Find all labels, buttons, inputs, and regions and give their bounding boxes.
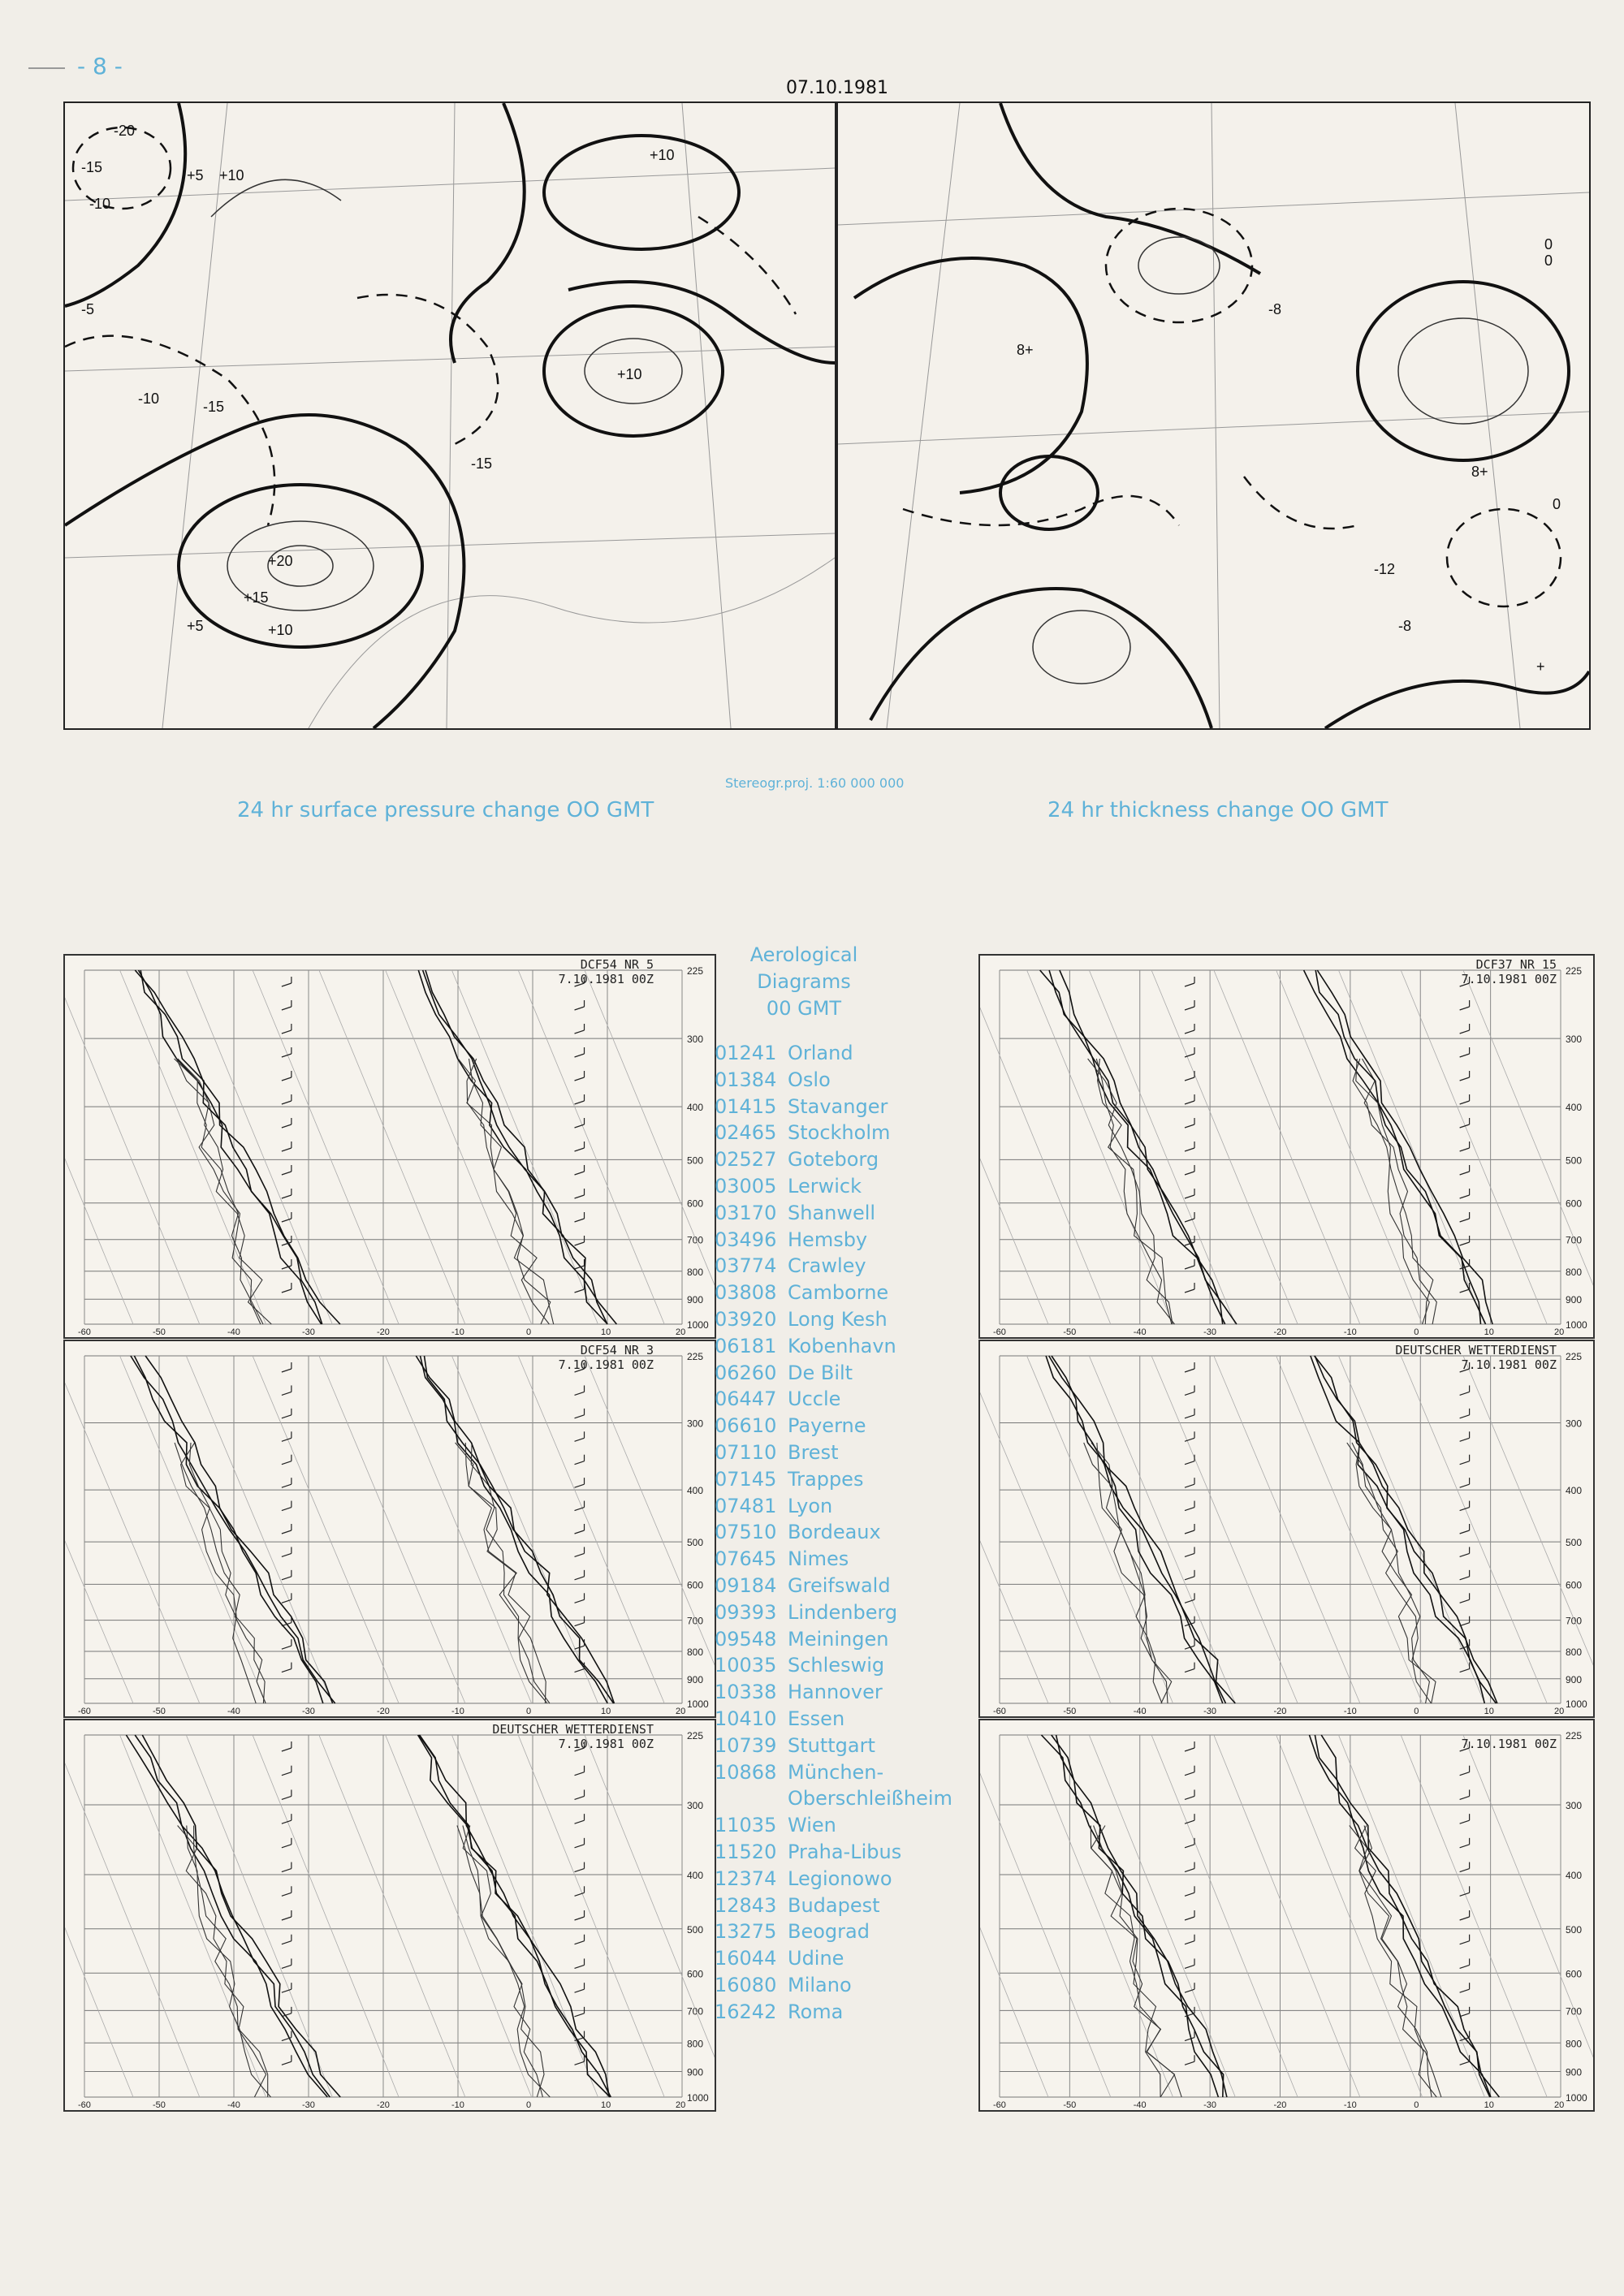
station-row — [715, 1839, 958, 1866]
pressure-label: 300 — [687, 1034, 704, 1046]
pressure-label: 500 — [687, 1923, 704, 1936]
station-code: 07110 — [715, 1440, 777, 1464]
station-name: Goteborg — [788, 1148, 879, 1172]
diagram-6-date: 7.10.1981 00Z — [1461, 1737, 1557, 1751]
station-name: Lindenberg — [788, 1600, 898, 1624]
station-name: Schleswig — [788, 1654, 885, 1677]
pressure-label: 300 — [1566, 1418, 1583, 1430]
station-name: Essen — [788, 1707, 845, 1730]
station-row — [715, 1892, 958, 1919]
station-code: 11520 — [715, 1840, 777, 1863]
station-name: Udine — [788, 1947, 844, 1970]
temp-label: -60 — [993, 2100, 1006, 2110]
station-name: Camborne — [788, 1281, 889, 1305]
pressure-label: 500 — [1566, 1537, 1583, 1549]
station-row — [715, 1493, 958, 1520]
pressure-label: 300 — [687, 1418, 704, 1430]
station-row — [715, 1333, 958, 1360]
station-row — [715, 1599, 958, 1626]
svg-text:-8: -8 — [1268, 301, 1282, 317]
station-row — [715, 1040, 958, 1067]
temp-label: 0 — [1414, 1327, 1419, 1337]
station-name: Greifswald — [788, 1573, 891, 1597]
temp-label: 20 — [676, 2100, 686, 2110]
aerological-diagram-3 — [63, 1340, 716, 1718]
pressure-label: 1000 — [1566, 2092, 1587, 2104]
station-name: Legionowo — [788, 1867, 892, 1890]
station-code: 11035 — [715, 1814, 777, 1837]
temp-label: -30 — [1203, 1707, 1217, 1716]
pressure-label: 900 — [687, 1673, 704, 1685]
station-code: 16242 — [715, 2000, 777, 2023]
pressure-label: 225 — [687, 965, 704, 977]
station-code: 10739 — [715, 1733, 777, 1757]
pressure-label: 600 — [687, 1968, 704, 1980]
svg-text:-10: -10 — [89, 196, 111, 212]
pressure-label: 400 — [687, 1870, 704, 1882]
diagram-5-header: DEUTSCHER WETTERDIENST — [492, 1722, 654, 1737]
station-row — [715, 1173, 958, 1200]
legend-title-3: 00 GMT — [766, 997, 842, 1020]
station-row — [715, 1573, 958, 1599]
station-name: Stockholm — [788, 1121, 891, 1145]
temp-label: 10 — [601, 2100, 611, 2110]
station-code: 07145 — [715, 1467, 777, 1491]
station-row — [715, 1812, 958, 1839]
station-name: Crawley — [788, 1254, 866, 1278]
station-name: Budapest — [788, 1893, 880, 1917]
aerological-diagram-2 — [978, 954, 1595, 1339]
station-name: Roma — [788, 2000, 844, 2023]
svg-text:-15: -15 — [203, 399, 225, 415]
svg-text:8+: 8+ — [1471, 464, 1488, 480]
station-code: 03170 — [715, 1201, 777, 1224]
station-name: Shanwell — [788, 1201, 876, 1224]
station-name: De Bilt — [788, 1361, 853, 1384]
temp-label: -20 — [1273, 2100, 1287, 2110]
temp-label: -30 — [302, 1707, 315, 1716]
temp-label: -40 — [1133, 2100, 1147, 2110]
pressure-label: 1000 — [687, 1698, 709, 1710]
station-name: Orland — [788, 1042, 853, 1064]
temp-label: -60 — [993, 1707, 1006, 1716]
pressure-label: 800 — [687, 1266, 704, 1278]
station-name: Meiningen — [788, 1627, 889, 1651]
station-row — [715, 1439, 958, 1466]
station-code: 10868 — [715, 1760, 777, 1784]
temp-label: 0 — [526, 1707, 532, 1716]
pressure-label: 400 — [687, 1485, 704, 1497]
pressure-label: 600 — [687, 1198, 704, 1210]
temp-label: -20 — [1273, 1327, 1287, 1337]
pressure-label: 300 — [687, 1800, 704, 1812]
station-name: Kobenhavn — [788, 1334, 896, 1357]
station-code: 01415 — [715, 1094, 777, 1118]
temp-label: -40 — [227, 1707, 240, 1716]
thickness-change-map — [836, 101, 1591, 730]
temp-label: -10 — [451, 1707, 464, 1716]
temp-label: -10 — [1343, 1327, 1357, 1337]
station-row — [715, 1866, 958, 1892]
station-code: 09184 — [715, 1573, 777, 1597]
temp-label: 0 — [526, 2100, 532, 2110]
station-row — [715, 1360, 958, 1387]
svg-text:+5: +5 — [187, 618, 204, 634]
temp-label: -10 — [1343, 1707, 1357, 1716]
temp-label: 20 — [1554, 1327, 1565, 1337]
station-row — [715, 1280, 958, 1306]
pressure-label: 700 — [1566, 2005, 1583, 2018]
station-code: 06447 — [715, 1388, 777, 1411]
pressure-label: 700 — [1566, 1234, 1583, 1246]
aerological-diagram-4 — [978, 1340, 1595, 1718]
diagram-4-header: DEUTSCHER WETTERDIENST — [1395, 1343, 1557, 1357]
pressure-change-chart — [65, 103, 835, 728]
pressure-label: 700 — [687, 1234, 704, 1246]
svg-text:+20: +20 — [268, 553, 293, 569]
station-row — [715, 1652, 958, 1679]
temp-label: 20 — [1554, 2100, 1565, 2110]
station-code: 09548 — [715, 1627, 777, 1651]
station-row — [715, 1253, 958, 1280]
station-name: Oslo — [788, 1068, 831, 1091]
pressure-label: 900 — [687, 2066, 704, 2078]
station-row — [715, 1706, 958, 1733]
pressure-label: 300 — [1566, 1034, 1583, 1046]
temp-label: -10 — [1343, 2100, 1357, 2110]
station-name: Praha-Libus — [788, 1840, 902, 1863]
station-row — [715, 1759, 958, 1813]
station-row — [715, 1679, 958, 1706]
station-row — [715, 1466, 958, 1493]
page-number: - 8 - — [77, 53, 123, 80]
aerological-diagram-1 — [63, 954, 716, 1339]
station-row — [715, 1918, 958, 1945]
svg-text:-15: -15 — [81, 159, 103, 175]
temp-label: -20 — [1273, 1707, 1287, 1716]
station-name: Lerwick — [788, 1174, 862, 1198]
diagram-6-plot — [980, 1720, 1593, 2110]
station-code: 03920 — [715, 1307, 777, 1331]
station-code: 10410 — [715, 1707, 777, 1730]
temp-label: -50 — [1063, 1327, 1077, 1337]
station-name: Hannover — [788, 1681, 883, 1704]
station-code: 16044 — [715, 1947, 777, 1970]
station-row — [715, 1094, 958, 1120]
svg-text:-15: -15 — [471, 455, 493, 472]
diagram-1-plot — [65, 956, 715, 1337]
map-date: 07.10.1981 — [786, 78, 888, 98]
temp-label: -50 — [153, 1327, 166, 1337]
pressure-label: 500 — [687, 1537, 704, 1549]
station-row — [715, 1120, 958, 1146]
station-name: Beograd — [788, 1920, 870, 1944]
svg-text:+10: +10 — [650, 147, 675, 163]
station-row — [715, 1546, 958, 1573]
svg-text:+10: +10 — [617, 366, 642, 382]
station-name: Stavanger — [788, 1094, 888, 1118]
diagram-5-date: 7.10.1981 00Z — [558, 1737, 654, 1751]
pressure-label: 225 — [687, 1730, 704, 1741]
station-code: 13275 — [715, 1920, 777, 1944]
pressure-label: 600 — [687, 1579, 704, 1591]
station-code: 12843 — [715, 1893, 777, 1917]
diagram-3-plot — [65, 1341, 715, 1716]
pressure-label: 600 — [1566, 1198, 1583, 1210]
temp-label: 0 — [1414, 2100, 1419, 2110]
pressure-label: 500 — [1566, 1923, 1583, 1936]
pressure-label: 400 — [1566, 1485, 1583, 1497]
station-legend — [715, 942, 958, 2025]
station-name: Payerne — [788, 1414, 866, 1438]
svg-text:-5: -5 — [81, 301, 95, 317]
svg-text:+10: +10 — [219, 167, 244, 183]
temp-label: -40 — [227, 1327, 240, 1337]
pressure-label: 1000 — [1566, 1698, 1587, 1710]
pressure-label: 900 — [1566, 2066, 1583, 2078]
svg-text:+5: +5 — [187, 167, 204, 183]
station-code: 10338 — [715, 1681, 777, 1704]
diagram-4-plot — [980, 1341, 1593, 1716]
temp-label: -40 — [227, 2100, 240, 2110]
pressure-label: 700 — [687, 1615, 704, 1627]
pressure-label: 400 — [1566, 1102, 1583, 1114]
temp-label: -30 — [302, 1327, 315, 1337]
pressure-label: 500 — [687, 1154, 704, 1167]
legend-title-1: Aerological — [749, 943, 858, 966]
station-row — [715, 1999, 958, 2026]
pressure-label: 800 — [687, 1646, 704, 1658]
station-name: München- Oberschleißheim — [788, 1760, 952, 1810]
diagram-2-date: 7.10.1981 00Z — [1461, 972, 1557, 986]
station-name: Brest — [788, 1440, 839, 1464]
temp-label: -40 — [1133, 1707, 1147, 1716]
thickness-change-chart — [838, 103, 1589, 728]
diagram-1-header: DCF54 NR 5 — [580, 957, 654, 972]
temp-label: -40 — [1133, 1327, 1147, 1337]
station-row — [715, 1733, 958, 1759]
temp-label: -10 — [451, 2100, 464, 2110]
svg-text:+10: +10 — [268, 622, 293, 638]
temp-label: -20 — [377, 1327, 390, 1337]
station-name: Wien — [788, 1814, 836, 1837]
station-name: Hemsby — [788, 1228, 868, 1251]
station-row — [715, 1626, 958, 1653]
pressure-map-caption: 24 hr surface pressure change OO GMT — [237, 798, 654, 822]
temp-label: -30 — [1203, 1327, 1217, 1337]
diagram-4-date: 7.10.1981 00Z — [1461, 1357, 1557, 1372]
pressure-label: 500 — [1566, 1154, 1583, 1167]
station-code: 07481 — [715, 1494, 777, 1517]
svg-text:-10: -10 — [138, 391, 160, 407]
pressure-label: 300 — [1566, 1800, 1583, 1812]
diagram-3-header: DCF54 NR 3 — [580, 1343, 654, 1357]
thickness-map-caption: 24 hr thickness change OO GMT — [1047, 798, 1389, 822]
station-row — [715, 1413, 958, 1439]
temp-label: -50 — [1063, 1707, 1077, 1716]
station-name: Stuttgart — [788, 1733, 875, 1757]
svg-text:-8: -8 — [1398, 618, 1412, 634]
station-code: 09393 — [715, 1600, 777, 1624]
svg-text:0: 0 — [1544, 252, 1553, 269]
pressure-label: 800 — [1566, 1646, 1583, 1658]
temp-label: 10 — [1484, 2100, 1494, 2110]
pressure-label: 800 — [1566, 1266, 1583, 1278]
temp-label: 0 — [1414, 1707, 1419, 1716]
station-name: Bordeaux — [788, 1521, 881, 1544]
temp-label: -10 — [451, 1327, 464, 1337]
station-name: Milano — [788, 1973, 852, 1996]
station-row — [715, 1200, 958, 1227]
pressure-label: 1000 — [687, 1319, 709, 1331]
temp-label: 10 — [1484, 1327, 1494, 1337]
station-code: 03774 — [715, 1254, 777, 1278]
station-name: Long Kesh — [788, 1307, 888, 1331]
pressure-label: 700 — [1566, 1615, 1583, 1627]
station-name: Trappes — [788, 1467, 864, 1491]
station-code: 02465 — [715, 1121, 777, 1145]
aerological-diagram-6 — [978, 1719, 1595, 2112]
station-row — [715, 1146, 958, 1173]
station-name: Lyon — [788, 1494, 833, 1517]
pressure-label: 225 — [687, 1351, 704, 1362]
svg-text:0: 0 — [1553, 496, 1561, 512]
temp-label: 20 — [676, 1327, 686, 1337]
temp-label: 10 — [1484, 1707, 1494, 1716]
station-row — [715, 1306, 958, 1333]
station-code: 07645 — [715, 1547, 777, 1571]
pressure-label: 900 — [1566, 1294, 1583, 1306]
svg-text:0: 0 — [1544, 236, 1553, 252]
station-code: 10035 — [715, 1654, 777, 1677]
station-code: 16080 — [715, 1973, 777, 1996]
station-row — [715, 1227, 958, 1254]
legend-title-2: Diagrams — [757, 970, 851, 993]
pressure-label: 400 — [1566, 1870, 1583, 1882]
station-code: 06610 — [715, 1414, 777, 1438]
station-code: 06260 — [715, 1361, 777, 1384]
pressure-label: 225 — [1566, 965, 1583, 977]
station-code: 12374 — [715, 1867, 777, 1890]
temp-label: -50 — [153, 1707, 166, 1716]
station-row — [715, 1972, 958, 1999]
temp-label: -60 — [78, 1327, 91, 1337]
diagram-2-header: DCF37 NR 15 — [1475, 957, 1557, 972]
station-name: Nimes — [788, 1547, 849, 1571]
pressure-label: 1000 — [687, 2092, 709, 2104]
station-code: 07510 — [715, 1521, 777, 1544]
station-list — [715, 1040, 958, 2025]
svg-text:+15: +15 — [244, 589, 269, 606]
station-row — [715, 1945, 958, 1972]
projection-note: Stereogr.proj. 1:60 000 000 — [725, 775, 905, 791]
temp-label: 10 — [601, 1707, 611, 1716]
station-code: 03496 — [715, 1228, 777, 1251]
pressure-label: 1000 — [1566, 1319, 1587, 1331]
svg-text:-20: -20 — [114, 123, 136, 139]
temp-label: 10 — [601, 1327, 611, 1337]
svg-text:+: + — [1536, 658, 1545, 675]
pressure-label: 225 — [1566, 1351, 1583, 1362]
diagram-5-plot — [65, 1720, 715, 2110]
temp-label: 0 — [526, 1327, 532, 1337]
temp-label: -50 — [1063, 2100, 1077, 2110]
pressure-label: 400 — [687, 1102, 704, 1114]
temp-label: -60 — [78, 2100, 91, 2110]
temp-label: -30 — [302, 2100, 315, 2110]
svg-text:8+: 8+ — [1017, 342, 1034, 358]
temp-label: -20 — [377, 1707, 390, 1716]
temp-label: -60 — [78, 1707, 91, 1716]
pressure-label: 900 — [1566, 1673, 1583, 1685]
temp-label: 20 — [1554, 1707, 1565, 1716]
pressure-label: 800 — [687, 2038, 704, 2050]
temp-label: -30 — [1203, 2100, 1217, 2110]
station-code: 01241 — [715, 1042, 777, 1064]
pressure-label: 800 — [1566, 2038, 1583, 2050]
station-code: 03808 — [715, 1281, 777, 1305]
pressure-label: 225 — [1566, 1730, 1583, 1741]
pressure-label: 700 — [687, 2005, 704, 2018]
temp-label: -20 — [377, 2100, 390, 2110]
station-row — [715, 1386, 958, 1413]
station-name: Uccle — [788, 1388, 841, 1411]
temp-label: -50 — [153, 2100, 166, 2110]
pressure-change-map — [63, 101, 836, 730]
station-code: 03005 — [715, 1174, 777, 1198]
temp-label: 20 — [676, 1707, 686, 1716]
station-code: 02527 — [715, 1148, 777, 1172]
station-row — [715, 1519, 958, 1546]
aerological-diagram-5 — [63, 1719, 716, 2112]
station-row — [715, 1067, 958, 1094]
pressure-label: 600 — [1566, 1968, 1583, 1980]
temp-label: -60 — [993, 1327, 1006, 1337]
diagram-2-plot — [980, 956, 1593, 1337]
svg-text:-12: -12 — [1374, 561, 1396, 577]
diagram-3-date: 7.10.1981 00Z — [558, 1357, 654, 1372]
pressure-label: 900 — [687, 1294, 704, 1306]
station-code: 01384 — [715, 1068, 777, 1091]
station-code: 06181 — [715, 1334, 777, 1357]
diagram-1-date: 7.10.1981 00Z — [558, 972, 654, 986]
pressure-label: 600 — [1566, 1579, 1583, 1591]
